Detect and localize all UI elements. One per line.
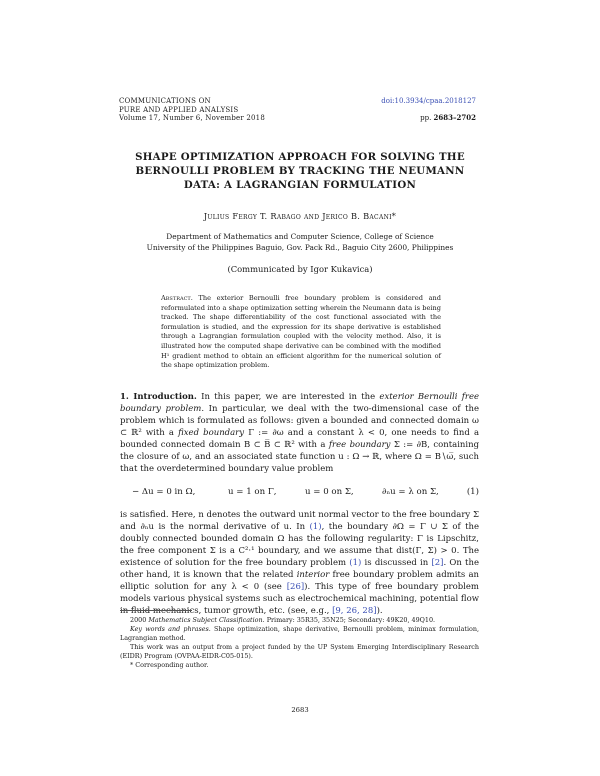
journal-name-line1: COMMUNICATIONS ON [119, 97, 211, 105]
citation-link[interactable]: [9, 26, 28] [332, 606, 377, 616]
abstract [161, 294, 441, 371]
p2-text-g: ). [376, 606, 383, 616]
equation-part-4: ∂ₙu = λ on Σ, [382, 487, 439, 497]
p2-text-c: is discussed in [364, 558, 429, 568]
keywords-label: Key words and phrases. [130, 625, 211, 633]
msc-label: Mathematics Subject Classification. [148, 616, 265, 624]
volume-line: Volume 17, Number 6, November 2018 [119, 114, 265, 122]
intro-paragraph-2 [120, 509, 479, 617]
equation-part-3: u = 0 on Σ, [305, 487, 354, 497]
page-number: 2683 [291, 706, 309, 714]
intro-text-b: . In particular, we deal with the two-dimensional case of the problem which is formulated as follows: given a bounded and connected domain ω ⊂ ℝ² with a [120, 404, 479, 438]
equation-number: (1) [466, 487, 479, 497]
affiliation-line1: Department of Mathematics and Computer Science, College of Science [166, 232, 434, 241]
footnotes [120, 616, 479, 670]
paper-title: SHAPE OPTIMIZATION APPROACH FOR SOLVING THE BERNOULLI PROBLEM BY TRACKING THE NEUMANN DATA: A LAGRANGIAN FORMULATION [135, 151, 465, 191]
doi-link[interactable]: doi:10.3934/cpaa.2018127 [381, 97, 476, 105]
abstract-label: Abstract. [161, 294, 193, 302]
journal-name-line2: PURE AND APPLIED ANALYSIS [119, 105, 239, 114]
affiliation [110, 232, 490, 253]
paper-authors: Julius Fergy T. Rabago and Jerico B. Bacani* [203, 211, 397, 221]
keywords-text: Shape optimization, shape derivative, Bernoulli problem, minimax formulation, Lagrangian method. [120, 625, 479, 642]
equation-part-2: u = 1 on Γ, [228, 487, 277, 497]
abstract-text: The exterior Bernoulli free boundary problem is considered and reformulated into a shape optimization setting wherein the Neumann data is being tracked. The shape differentiability of the cost functional associated with the formulation is studied, and the expression for its shape derivative is established through a Lagrangian formulation coupled with the velocity method. Also, it is illustrated how the computed shape derivative can be combined with the modified H¹ gradient method to obtain an efficient algorithm for the numerical solution of the shape optimization problem. [161, 294, 441, 370]
pages-label: pp. [420, 114, 432, 122]
p2-text-d: . On the other hand, it is known that the related [120, 558, 479, 580]
footnote-msc [120, 616, 479, 625]
p2-text-f: ). This type of free boundary problem models various physical systems such as electrochemical machining, potential flow in fluid mechanics, tumor growth, etc. (see, e.g., [120, 582, 479, 616]
equation-ref-link[interactable]: (1) [349, 558, 362, 568]
intro-text-d: Σ := ∂B, containing the closure of ω, and an associated state function u : Ω → ℝ, where Ω = B∖ω̅, such that the overdetermined boundary value problem [120, 440, 480, 474]
intro-emphasis-1: exterior Bernoulli free boundary problem [120, 392, 480, 414]
doi-header [381, 97, 476, 123]
journal-header [119, 97, 265, 123]
intro-emphasis-2: fixed boundary [178, 428, 245, 438]
footnote-rule [120, 610, 192, 611]
equation-ref-link[interactable]: (1) [309, 522, 322, 532]
intro-text-c: Γ := ∂ω and a constant λ < 0, one needs to find a bounded connected domain B ⊂ B̅ ⊂ ℝ² with a [120, 428, 480, 450]
p2-text-b: , the boundary ∂Ω = Γ ∪ Σ of the doubly connected bounded domain Ω has the following regularity: Γ is Lipschitz, the free component Σ is a C²·¹ boundary, and we assume that dist(Γ, Σ) > 0. The existence of solution for the free boundary problem [120, 522, 480, 568]
intro-emphasis-3: free boundary [328, 440, 391, 450]
footnote-funding: This work was an output from a project funded by the UP System Emerging Interdisciplinary Research (EIDR) Program (OVPAA-EIDR-C05-015). [120, 643, 479, 660]
citation-link[interactable]: [26] [286, 582, 305, 592]
equation-part-1: − Δu = 0 in Ω, [132, 487, 196, 497]
page-range [381, 114, 476, 123]
p2-text-a: is satisfied. Here, n denotes the outward unit normal vector to the free boundary Σ and ∂ₙu is the normal derivative of u. In [120, 510, 479, 532]
pages-range: 2683–2702 [433, 113, 476, 122]
communicated-by: (Communicated by Igor Kukavica) [227, 264, 373, 274]
citation-link[interactable]: [2] [431, 558, 444, 568]
affiliation-line2: University of the Philippines Baguio, Gov. Pack Rd., Baguio City 2600, Philippines [146, 242, 454, 252]
msc-year: 2000 [130, 616, 147, 624]
intro-text-a: In this paper, we are interested in the [201, 392, 376, 402]
intro-paragraph-1 [120, 391, 479, 475]
footnote-keywords [120, 625, 479, 643]
footnote-corresponding: * Corresponding author. [130, 661, 209, 669]
p2-text-e: free boundary problem admits an elliptic solution for any λ < 0 (see [120, 570, 479, 592]
section-heading: 1. Introduction. [120, 392, 197, 402]
p2-emphasis: interior [296, 570, 330, 580]
msc-codes: Primary: 35R35, 35N25; Secondary: 49K20, 49Q10. [266, 616, 436, 624]
